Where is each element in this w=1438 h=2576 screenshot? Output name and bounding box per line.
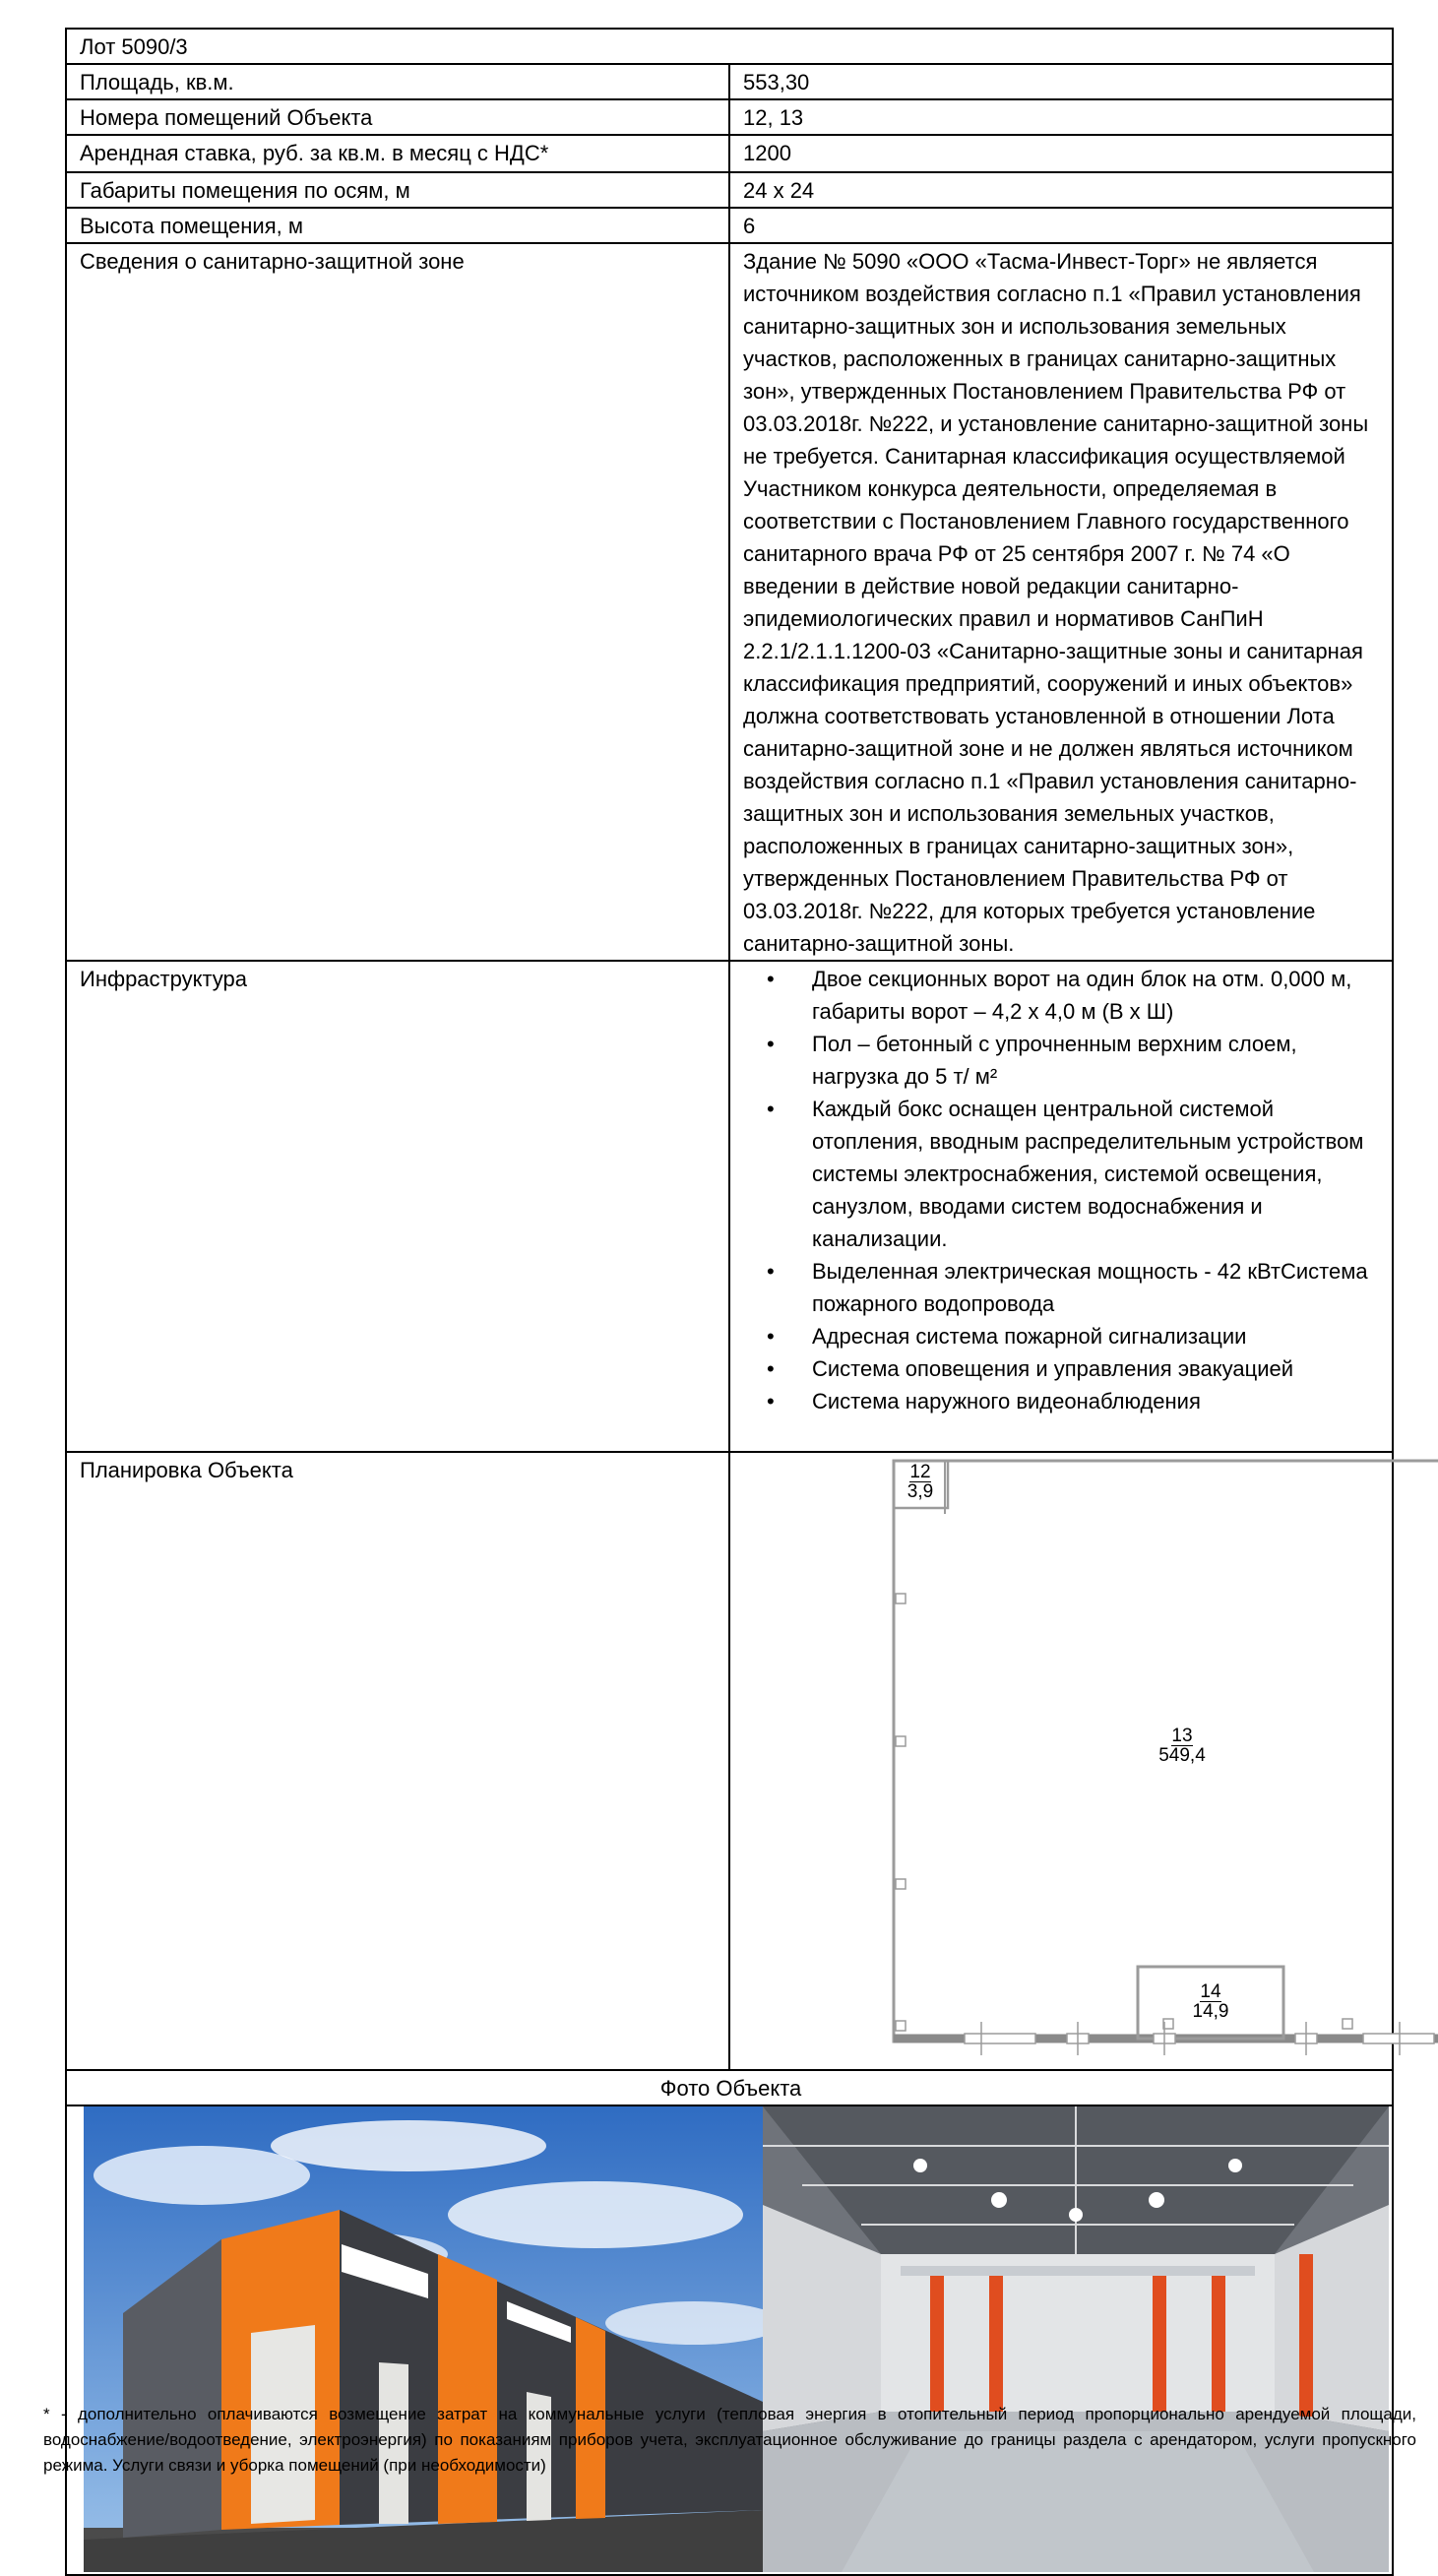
row-label-rooms: Номера помещений Объекта [66,99,729,135]
list-item: • Каждый бокс оснащен центральной системой отопления, вводным распределительным устройством системы электроснабжения, системой освещения, санузлом, вводами систем водоснабжения и канализации. [812,1093,1382,1255]
table-row [66,1452,1393,2070]
list-item: • Пол – бетонный с упрочненным верхним слоем, нагрузка до 5 т/ м² [812,1028,1382,1093]
table-row [66,2105,1393,2575]
room-number: 12 [909,1462,931,1482]
list-item: • Система оповещения и управления эвакуацией [812,1352,1382,1385]
row-label-area: Площадь, кв.м. [66,64,729,99]
row-value-rate: 1200 [729,135,1393,172]
room-area: 14,9 [1192,2001,1229,2022]
table-row [66,135,1393,172]
room-area: 549,4 [1158,1745,1206,1766]
list-item: • Адресная система пожарной сигнализации [812,1320,1382,1352]
infrastructure-list [743,963,1382,1417]
table-row [66,2070,1393,2105]
row-value-height: 6 [729,208,1393,243]
building-exterior-photo [84,2106,763,2572]
row-label-sanitary: Сведения о санитарно-защитной зоне [66,243,729,961]
table-row [66,64,1393,99]
row-label-rate: Арендная ставка, руб. за кв.м. в месяц с НДС* [66,135,729,172]
photo-header: Фото Объекта [66,2070,1393,2105]
table-row [66,29,1393,64]
row-label-plan: Планировка Объекта [66,1452,729,2070]
row-value-dimensions: 24 х 24 [729,172,1393,208]
room-number: 14 [1200,1981,1221,2002]
row-value-area: 553,30 [729,64,1393,99]
table-row [66,172,1393,208]
floor-plan-cell [729,1452,1393,2070]
table-row [66,961,1393,1452]
row-label-dimensions: Габариты помещения по осям, м [66,172,729,208]
table-row [66,208,1393,243]
room-label-13 [1146,1727,1219,1765]
lot-title: Лот 5090/3 [66,29,1393,64]
room-number: 13 [1171,1726,1193,1746]
warehouse-interior-photo [763,2106,1389,2572]
room-label-14 [1177,1982,1244,2021]
row-value-sanitary: Здание № 5090 «ООО «Тасма-Инвест-Торг» не является источником воздействия согласно п.1 «Правил установления санитарно-защитных зон и использования земельных участков, расположенных в границах санитарно-защитных зон», утвержденных Постановлением Правительства РФ от 03.03.2018г. №222, и установление санитарно-защитной зоны не требуется. Санитарная классификация осуществляемой Участником конкурса деятельности, определяемая в соответствии с Постановлением Главного государственного санитарного врача РФ от 25 сентября 2007 г. № 74 «О введении в действие новой редакции санитарно-эпидемиологических правил и нормативов СанПиН 2.2.1/2.1.1.1200-03 «Санитарно-защитные зоны и санитарная классификация предприятий, сооружений и иных объектов» должна соответствовать установленной в отношении Лота санитарно-защитной зоне и не должен являться источником воздействия согласно п.1 «Правил установления санитарно-защитных зон и использования земельных участков, расположенных в границах санитарно-защитных зон», утвержденных Постановлением Правительства РФ от 03.03.2018г. №222, для которых требуется установление санитарно-защитной зоны. [729,243,1393,961]
table-row [66,99,1393,135]
room-label-12 [900,1463,941,1501]
lot-table [65,28,1394,2576]
list-item: • Выделенная электрическая мощность - 42 кВтСистема пожарного водопровода [812,1255,1382,1320]
row-label-height: Высота помещения, м [66,208,729,243]
infrastructure-list-cell [729,961,1393,1452]
row-label-infrastructure: Инфраструктура [66,961,729,1452]
room-area: 3,9 [907,1481,934,1502]
floor-plan [730,1453,1438,2069]
photo-row [66,2105,1393,2575]
table-row [66,243,1393,961]
list-item: • Двое секционных ворот на один блок на отм. 0,000 м, габариты ворот – 4,2 х 4,0 м (В х Ш) [812,963,1382,1028]
footnote: * - дополнительно оплачиваются возмещение затрат на коммунальные услуги (тепловая энергия в отопительный период пропорционально арендуемой площади, водоснабжение/водоотведение, электроэнергия) по показаниям приборов учета, эксплуатационное обслуживание до границы раздела с арендатором, услуги пропускного режима. Услуги связи и уборка помещений (при необходимости) [43,2405,1416,2475]
list-item: • Система наружного видеонаблюдения [812,1385,1382,1417]
row-value-rooms: 12, 13 [729,99,1393,135]
